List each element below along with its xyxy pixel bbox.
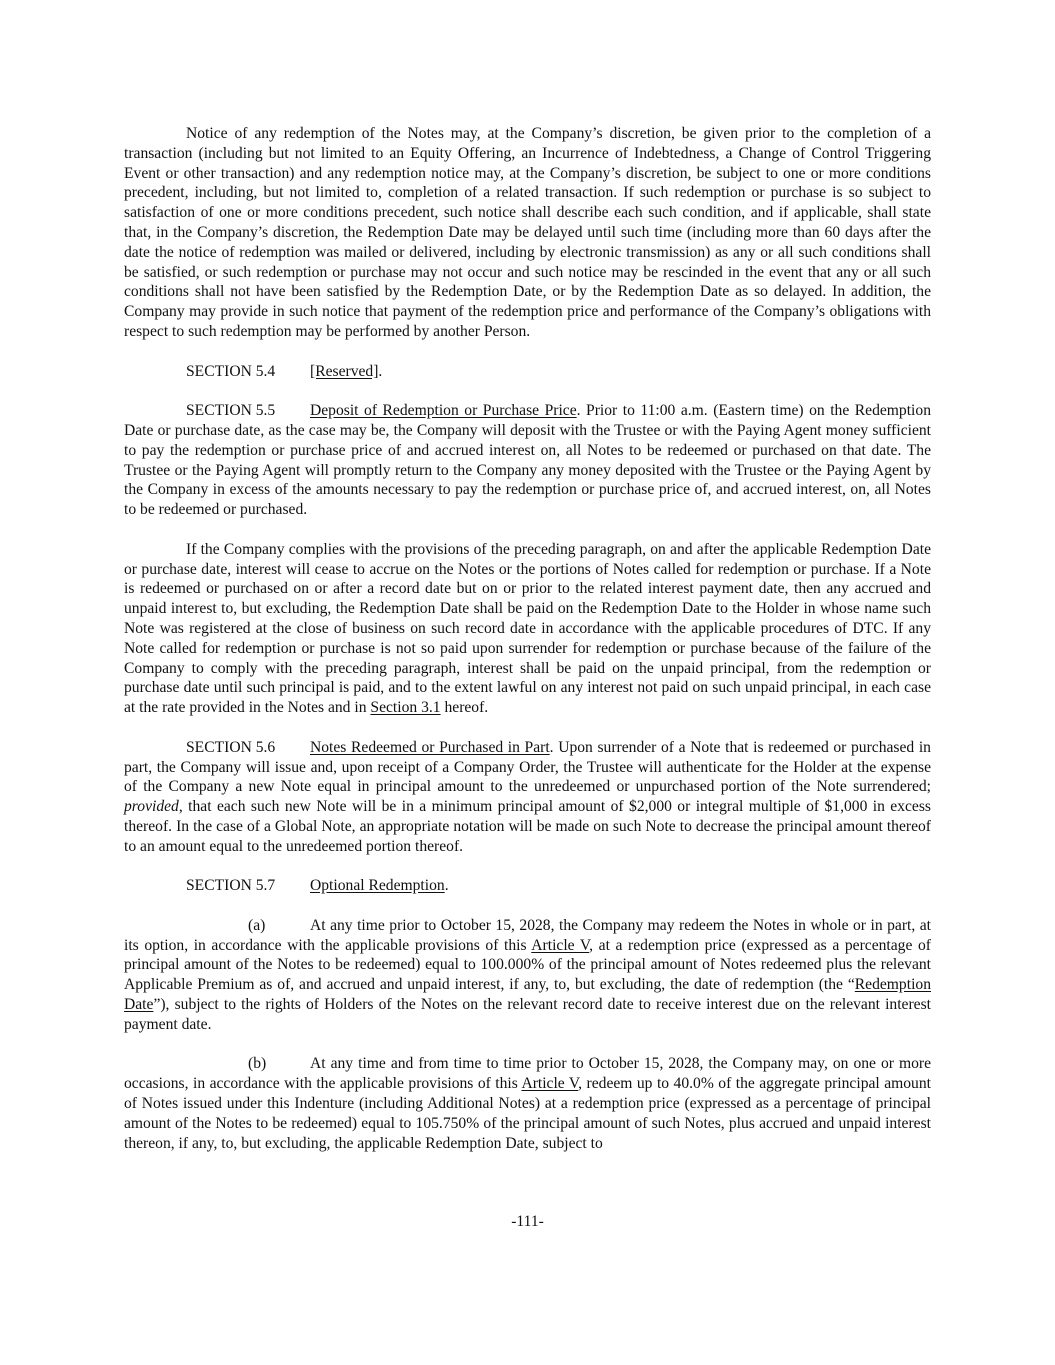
section-title: Optional Redemption: [310, 877, 445, 895]
section-body: . Prior to 11:00 a.m. (Eastern time) on the Redemption Date or purchase date, as the case may be, the Company will deposit with the Trustee or with the Paying Agent money sufficient to pay the redemption or purchase price of and accrued interest on, all Notes to be redeemed or purchased on that date. The Trustee or the Paying Agent will promptly return to the Company any money deposited with the Trustee or the Paying Agent by the Company in excess of the amounts necessary to pay the redemption or purchase price of, and accrued interest, on, all Notes to be redeemed or purchased.: [124, 402, 931, 519]
section-title: [Reserved]: [310, 362, 379, 380]
clause-b: (b) At any time and from time to time prior to October 15, 2028, the Company may, on one or more occasions, in accordance with the applicable provisions of this Article V, redeem up to 40.0% of the aggregate principal amount of Notes issued under this Indenture (including Additional Notes) at a redemption price (expressed as a percentage of principal amount of the Notes to be redeemed) equal to 105.750% of the principal amount of such Notes, plus accrued and unpaid interest thereon, if any, to, but excluding, the applicable Redemption Date, subject to: [124, 1055, 931, 1152]
clause-label: (a): [248, 916, 266, 934]
section-5-5: [124, 401, 931, 520]
section-5-4: SECTION 5.4 [Reserved].: [186, 362, 383, 380]
section-title: Deposit of Redemption or Purchase Price: [310, 402, 577, 420]
provided-term: provided: [124, 798, 179, 816]
section-label: SECTION 5.7: [186, 877, 276, 895]
clause-a: (a) At any time prior to October 15, 2028, the Company may redeem the Notes in whole or in part, at its option, in accordance with the applicable provisions of this Article V, at a redemption price (expressed as a percentage of principal amount of the Notes to be redeemed) equal to 100.000% of the principal amount of Notes redeemed plus the relevant Applicable Premium as of, and accrued and unpaid interest, if any, to, but excluding, the date of redemption (the “Redemption Date”), subject to the rights of Holders of the Notes on the relevant record date to receive interest due on the relevant interest payment date.: [124, 916, 931, 1033]
section-5-7: SECTION 5.7 Optional Redemption.: [186, 877, 449, 895]
section-label: SECTION 5.4: [186, 362, 276, 380]
page-number: -111-: [511, 1213, 544, 1230]
section-5-6: SECTION 5.6 Notes Redeemed or Purchased in Part. Upon surrender of a Note that is redeemed or purchased in part, the Company will issue and, upon receipt of a Company Order, the Trustee will authenticate for the Holder at the expense of the Company a new Note equal in principal amount to the unredeemed or unpurchased portion of the Note surrendered; provided, that each such new Note will be in a minimum principal amount of $2,000 or integral multiple of $1,000 in excess thereof. In the case of a Global Note, an appropriate notation will be made on such Note to decrease the principal amount thereof to an amount equal to the unredeemed portion thereof.: [124, 738, 931, 855]
cross-reference-article-v: Article V: [521, 1075, 579, 1093]
section-label: SECTION 5.6: [186, 738, 276, 756]
paragraph-notice-of-redemption: Notice of any redemption of the Notes may, at the Company’s discretion, be given prior to the completion of a transaction (including but not limited to an Equity Offering, an Incurrence of Indebtedness, a Change of Control Triggering Event or other transaction) and any redemption notice may, at the Company’s discretion, be subject to one or more conditions precedent, including, but not limited to, completion of a related transaction. If such redemption or purchase is so subject to satisfaction of one or more conditions precedent, such notice shall describe each such condition, and if applicable, shall state that, in the Company’s discretion, the Redemption Date may be delayed until such time (including more than 60 days after the date the notice of redemption was mailed or delivered, including by electronic transmission) as any or all such conditions shall be satisfied, or such redemption or purchase may not occur and such notice may be rescinded in the event that any or all such conditions shall not have been satisfied by the Redemption Date, or by the Redemption Date as so delayed. In addition, the Company may provide in such notice that payment of the redemption price and performance of the Company’s obligations with respect to such redemption may be performed by another Person.: [124, 125, 931, 340]
cross-reference-section-3-1: Section 3.1: [370, 699, 441, 717]
section-label: SECTION 5.5: [186, 402, 276, 420]
defined-term-redemption-date: Redemption Date: [124, 976, 931, 1014]
cross-reference-article-v: Article V: [531, 936, 590, 954]
document-page: [124, 124, 931, 1153]
clause-label: (b): [248, 1055, 267, 1073]
paragraph-interest-cease: If the Company complies with the provisions of the preceding paragraph, on and after the applicable Redemption Date or purchase date, interest will cease to accrue on the Notes or the portions of Notes called for redemption or purchase. If a Note is redeemed or purchased on or after a record date but on or prior to the related interest payment date, then any accrued and unpaid interest to, but excluding, the Redemption Date shall be paid on the Redemption Date to the Holder in whose name such Note was registered at the close of business on such record date in accordance with the applicable procedures of DTC. If any Note called for redemption or purchase is not so paid upon surrender for redemption or purchase because of the failure of the Company to comply with the preceding paragraph, interest shall be paid on the unpaid principal, from the redemption or purchase date until such principal is paid, and to the extent lawful on any interest not paid on such unpaid principal, in each case at the rate provided in the Notes and in Section 3.1 hereof.: [124, 540, 931, 717]
section-title: Notes Redeemed or Purchased in Part: [310, 738, 550, 756]
